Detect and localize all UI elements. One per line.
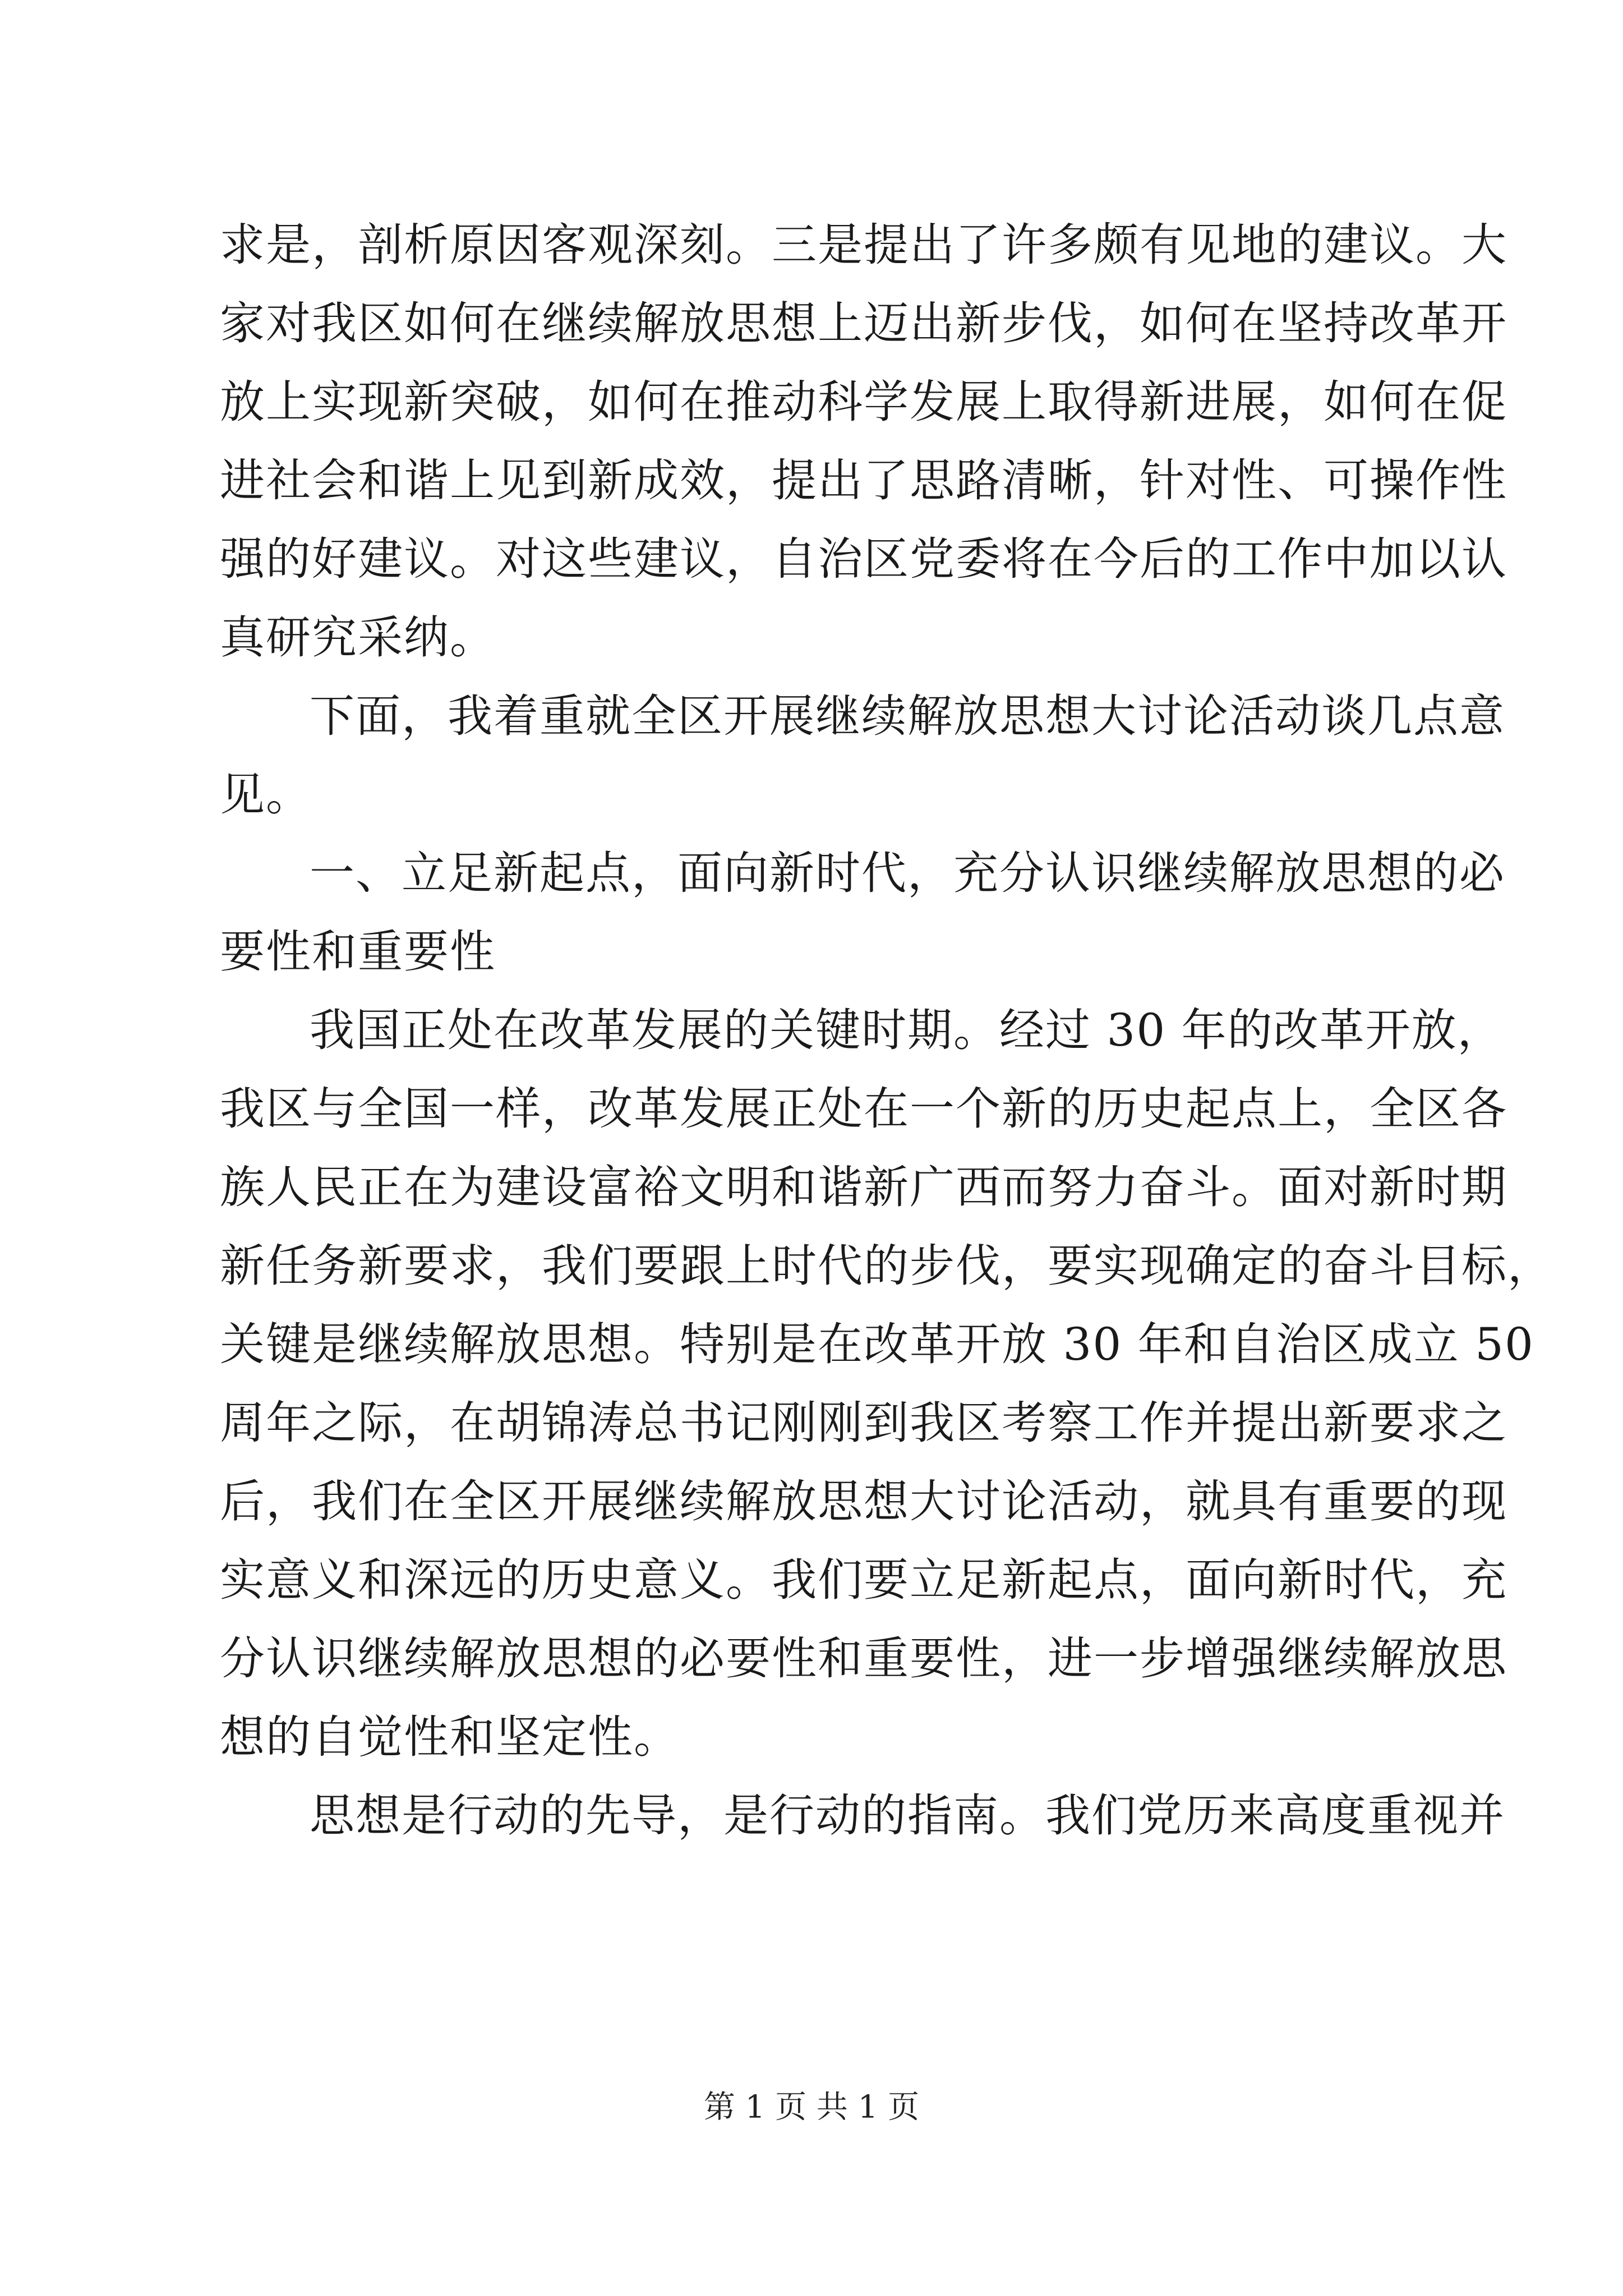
text-line: 求是，剖析原因客观深刻。三是提出了许多颇有见地的建议。大 xyxy=(220,219,1507,271)
text-line: 家对我区如何在继续解放思想上迈出新步伐，如何在坚持改革开 xyxy=(220,297,1507,349)
text-line: 族人民正在为建设富裕文明和谐新广西而努力奋斗。面对新时期 xyxy=(220,1161,1507,1213)
text-line: 见。 xyxy=(220,769,312,821)
text-line: 真研究采纳。 xyxy=(220,611,496,664)
text-line: 强的好建议。对这些建议，自治区党委将在今后的工作中加以认 xyxy=(220,533,1507,585)
text-line: 关键是继续解放思想。特别是在改革开放 30 年和自治区成立 50 xyxy=(220,1318,1534,1370)
paragraph-start-line: 我国正处在改革发展的关键时期。经过 30 年的改革开放， xyxy=(310,1004,1504,1056)
text-line: 进社会和谐上见到新成效，提出了思路清晰，针对性、可操作性 xyxy=(220,454,1507,507)
section-heading-line: 要性和重要性 xyxy=(220,926,496,978)
paragraph-start-line: 思想是行动的先导，是行动的指南。我们党历来高度重视并 xyxy=(310,1789,1505,1842)
text-line: 周年之际，在胡锦涛总书记刚刚到我区考察工作并提出新要求之 xyxy=(220,1397,1507,1449)
text-line: 我区与全国一样，改革发展正处在一个新的历史起点上，全区各 xyxy=(220,1083,1507,1135)
section-heading-line: 一、立足新起点，面向新时代，充分认识继续解放思想的必 xyxy=(310,847,1505,899)
text-line: 实意义和深远的历史意义。我们要立足新起点，面向新时代，充 xyxy=(220,1554,1507,1606)
text-line: 想的自觉性和坚定性。 xyxy=(220,1711,680,1763)
page-footer: 第 1 页 共 1 页 xyxy=(703,2089,920,2125)
text-line: 后，我们在全区开展继续解放思想大讨论活动，就具有重要的现 xyxy=(220,1475,1507,1527)
text-line: 放上实现新突破，如何在推动科学发展上取得新进展，如何在促 xyxy=(220,376,1507,428)
paragraph-start-line: 下面，我着重就全区开展继续解放思想大讨论活动谈几点意 xyxy=(310,690,1505,742)
text-line: 分认识继续解放思想的必要性和重要性，进一步增强继续解放思 xyxy=(220,1632,1507,1685)
text-line: 新任务新要求，我们要跟上时代的步伐，要实现确定的奋斗目标， xyxy=(220,1240,1553,1292)
